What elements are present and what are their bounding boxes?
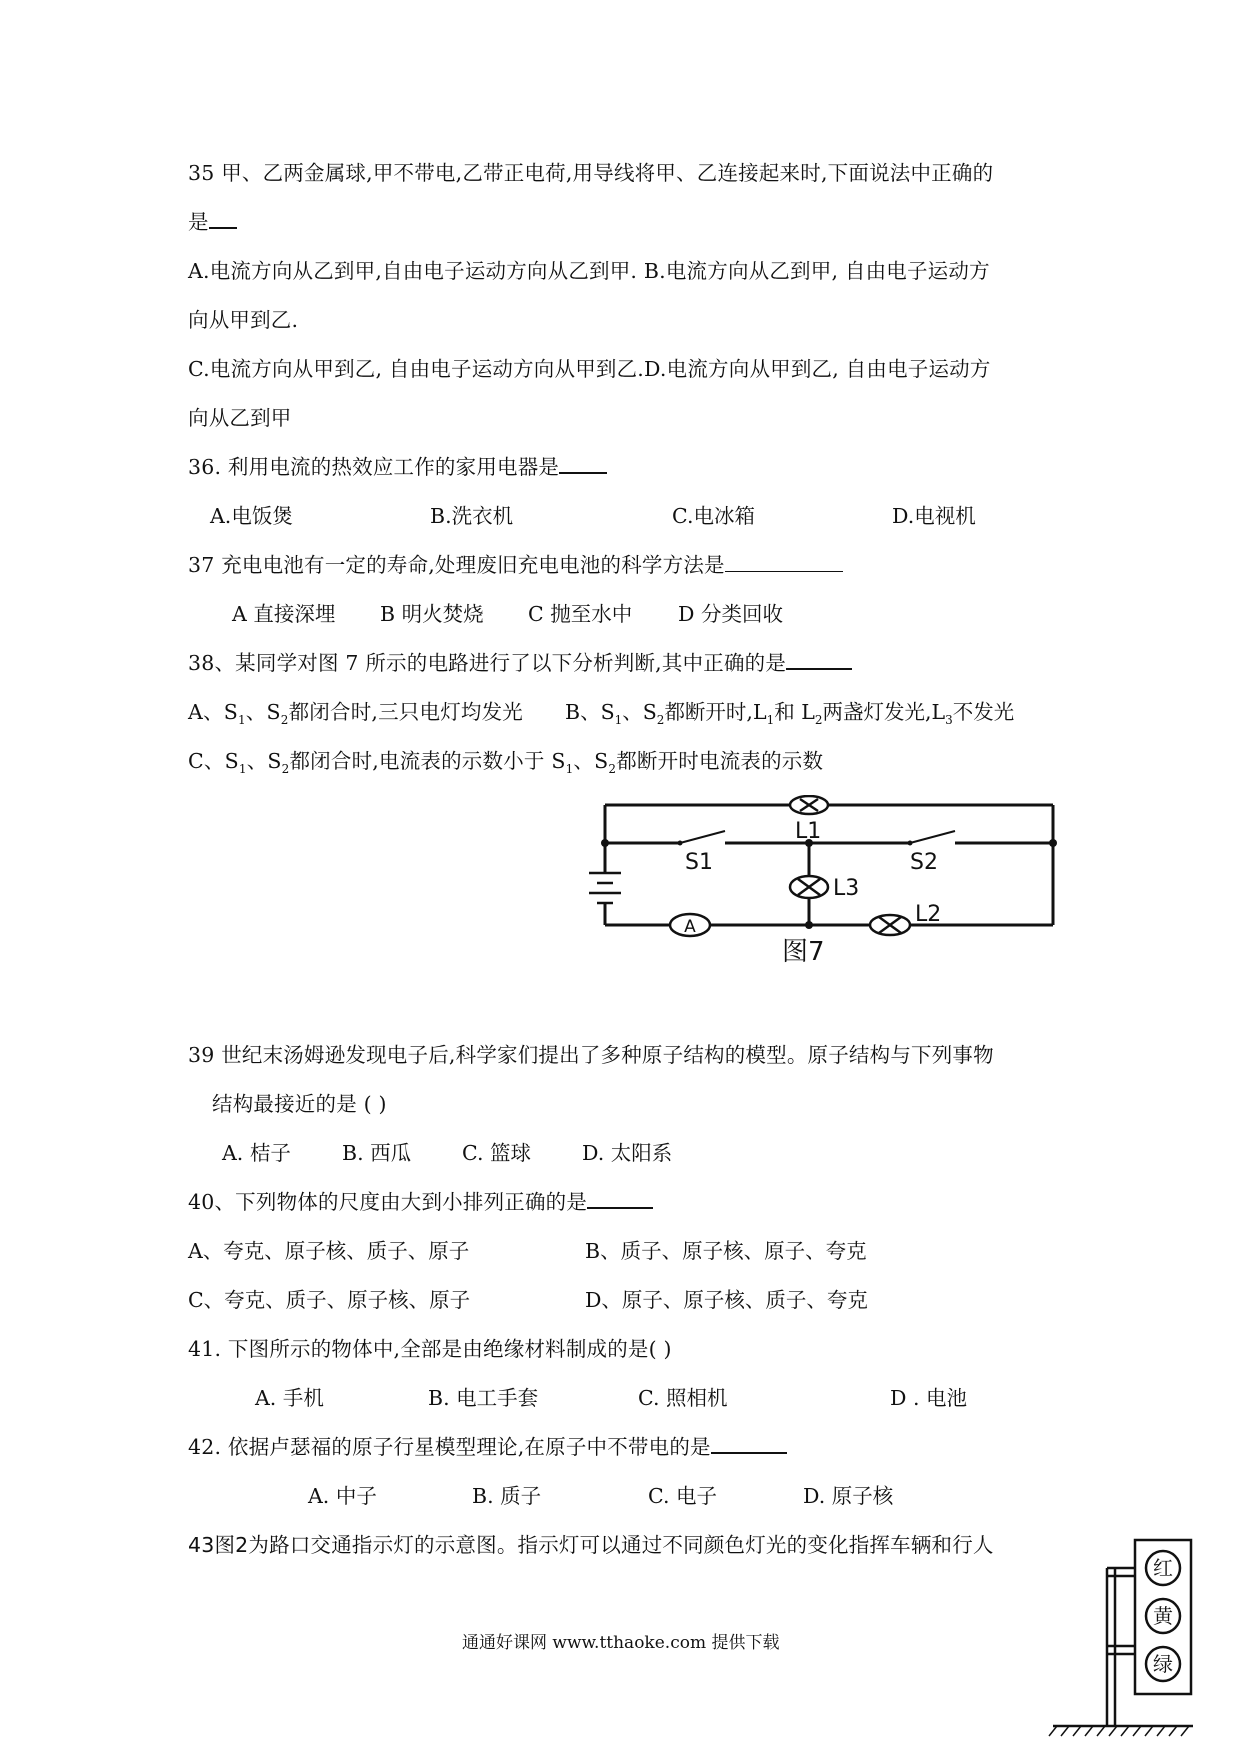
opt-text: 、S [622, 700, 657, 724]
ground-hatching [1049, 1726, 1189, 1736]
q41-option-a: A. 手机 [255, 1386, 324, 1410]
ammeter-icon [670, 914, 710, 937]
q37-stem [188, 552, 843, 578]
label-l3: L3 [833, 876, 860, 901]
label-s1: S1 [685, 850, 713, 875]
q41-option-b: B. 电工手套 [428, 1386, 539, 1410]
subscript: 3 [945, 713, 953, 728]
battery-icon [589, 873, 621, 903]
q35-line-3: A.电流方向从乙到甲,自由电子运动方向从乙到甲. B.电流方向从乙到甲, 自由电子运动方 [188, 259, 990, 283]
q36-option-a: A.电饭煲 [210, 504, 293, 528]
q36-stem-text: 36. 利用电流的热效应工作的家用电器是 [188, 455, 560, 479]
q39-option-c: C. 篮球 [462, 1141, 531, 1165]
q42-option-d: D. 原子核 [803, 1484, 894, 1508]
opt-text: 都闭合时,三只电灯均发光 [288, 700, 524, 724]
switch-pivot [908, 841, 913, 846]
q40-stem [188, 1189, 653, 1215]
answer-blank [725, 553, 843, 572]
q35-line-1: 35 甲、乙两金属球,甲不带电,乙带正电荷,用导线将甲、乙连接起来时,下面说法中正确的 [188, 161, 994, 185]
label-s2: S2 [910, 850, 938, 875]
answer-blank [786, 650, 852, 670]
switch-pivot [678, 841, 683, 846]
opt-text: 两盏灯发光,L [822, 700, 946, 724]
q42-option-c: C. 电子 [648, 1484, 717, 1508]
opt-text: 、S [246, 749, 282, 773]
answer-blank [587, 1189, 653, 1209]
opt-text: 都断开时电流表的示数 [616, 749, 824, 773]
q43-stem: 43图2为路口交通指示灯的示意图。指示灯可以通过不同颜色灯光的变化指挥车辆和行人 [188, 1533, 994, 1557]
q39-line-2: 结构最接近的是 ( ) [212, 1092, 387, 1116]
answer-blank [209, 209, 237, 229]
junction-dot [601, 839, 609, 847]
q39-option-a: A. 桔子 [222, 1141, 291, 1165]
q35-line-6: 向从乙到甲 [188, 406, 292, 430]
q38-option-c [188, 748, 823, 782]
q40-option-d: D、原子、原子核、质子、夸克 [585, 1288, 868, 1312]
subscript: 1 [565, 762, 574, 777]
traffic-light-figure [1045, 1538, 1195, 1738]
q37-stem-text: 37 充电电池有一定的寿命,处理废旧充电电池的科学方法是 [188, 553, 725, 577]
q35-stem-end: 是 [188, 210, 209, 234]
q40-stem-text: 40、下列物体的尺度由大到小排列正确的是 [188, 1190, 588, 1214]
subscript: 1 [614, 713, 623, 728]
opt-text: A、S [188, 700, 238, 724]
q36-option-c: C.电冰箱 [672, 504, 755, 528]
q36-option-b: B.洗衣机 [430, 504, 514, 528]
q37-option-d: D 分类回收 [678, 602, 783, 626]
q42-stem [188, 1434, 787, 1460]
opt-text: 不发光 [952, 700, 1015, 724]
q38-option-a [188, 699, 523, 733]
answer-blank [559, 454, 607, 474]
q37-option-c: C 抛至水中 [528, 602, 633, 626]
lamp-l3-icon [790, 876, 828, 898]
q42-option-a: A. 中子 [308, 1484, 377, 1508]
q35-line-5: C.电流方向从甲到乙, 自由电子运动方向从甲到乙.D.电流方向从甲到乙, 自由电子运动方 [188, 357, 991, 381]
opt-text: 、S [573, 749, 609, 773]
figure-caption: 图7 [782, 937, 825, 967]
subscript: 2 [608, 762, 617, 777]
opt-text: B、S [565, 700, 615, 724]
q40-option-a: A、夸克、原子核、质子、原子 [188, 1239, 470, 1263]
q38-stem-text: 38、某同学对图 7 所示的电路进行了以下分析判断,其中正确的是 [188, 651, 787, 675]
q38-stem [188, 650, 852, 676]
subscript: 1 [237, 713, 246, 728]
q41-option-c: C. 照相机 [638, 1386, 728, 1410]
opt-text: 都断开时,L [664, 700, 767, 724]
label-l1: L1 [795, 819, 822, 844]
label-l2: L2 [915, 902, 942, 927]
q39-line-1: 39 世纪末汤姆逊发现电子后,科学家们提出了多种原子结构的模型。原子结构与下列事物 [188, 1043, 994, 1067]
q41-stem: 41. 下图所示的物体中,全部是由绝缘材料制成的是( ) [188, 1337, 672, 1361]
subscript: 1 [766, 713, 775, 728]
yellow-light-label: 黄 [1153, 1604, 1173, 1628]
q42-stem-text: 42. 依据卢瑟福的原子行星模型理论,在原子中不带电的是 [188, 1435, 711, 1459]
q37-option-b: B 明火焚烧 [380, 602, 484, 626]
switch-s1-blade [680, 831, 725, 843]
q42-option-b: B. 质子 [472, 1484, 542, 1508]
q39-option-b: B. 西瓜 [342, 1141, 412, 1165]
q36-stem [188, 454, 607, 480]
q41-option-d: D . 电池 [890, 1386, 967, 1410]
opt-text: 、S [245, 700, 281, 724]
q40-option-b: B、质子、原子核、原子、夸克 [585, 1239, 867, 1263]
q37-option-a: A 直接深埋 [232, 602, 336, 626]
opt-text: 都闭合时,电流表的示数小于 S [289, 749, 566, 773]
opt-text: 和 L [774, 700, 815, 724]
opt-text: C、S [188, 749, 239, 773]
answer-blank [711, 1434, 787, 1454]
circuit-diagram-figure-7 [585, 795, 1075, 975]
subscript: 2 [281, 762, 290, 777]
switch-s2-blade [910, 831, 955, 843]
subscript: 2 [656, 713, 665, 728]
lamp-l1-icon [790, 796, 828, 814]
q35-line-4: 向从甲到乙. [188, 308, 299, 332]
q39-option-d: D. 太阳系 [582, 1141, 673, 1165]
junction-dot [805, 921, 813, 929]
q40-option-c: C、夸克、质子、原子核、原子 [188, 1288, 471, 1312]
green-light-label: 绿 [1153, 1652, 1173, 1676]
q36-option-d: D.电视机 [892, 504, 976, 528]
subscript: 1 [238, 762, 247, 777]
subscript: 2 [814, 713, 823, 728]
lamp-l2-icon [870, 915, 910, 935]
subscript: 2 [280, 713, 289, 728]
ammeter-label: A [684, 917, 696, 937]
q35-line-2 [188, 209, 237, 235]
red-light-label: 红 [1153, 1556, 1173, 1580]
page-footer: 通通好课网 www.tthaoke.com 提供下载 [462, 1633, 780, 1653]
junction-dot [1049, 839, 1057, 847]
q38-option-b [565, 699, 1014, 733]
